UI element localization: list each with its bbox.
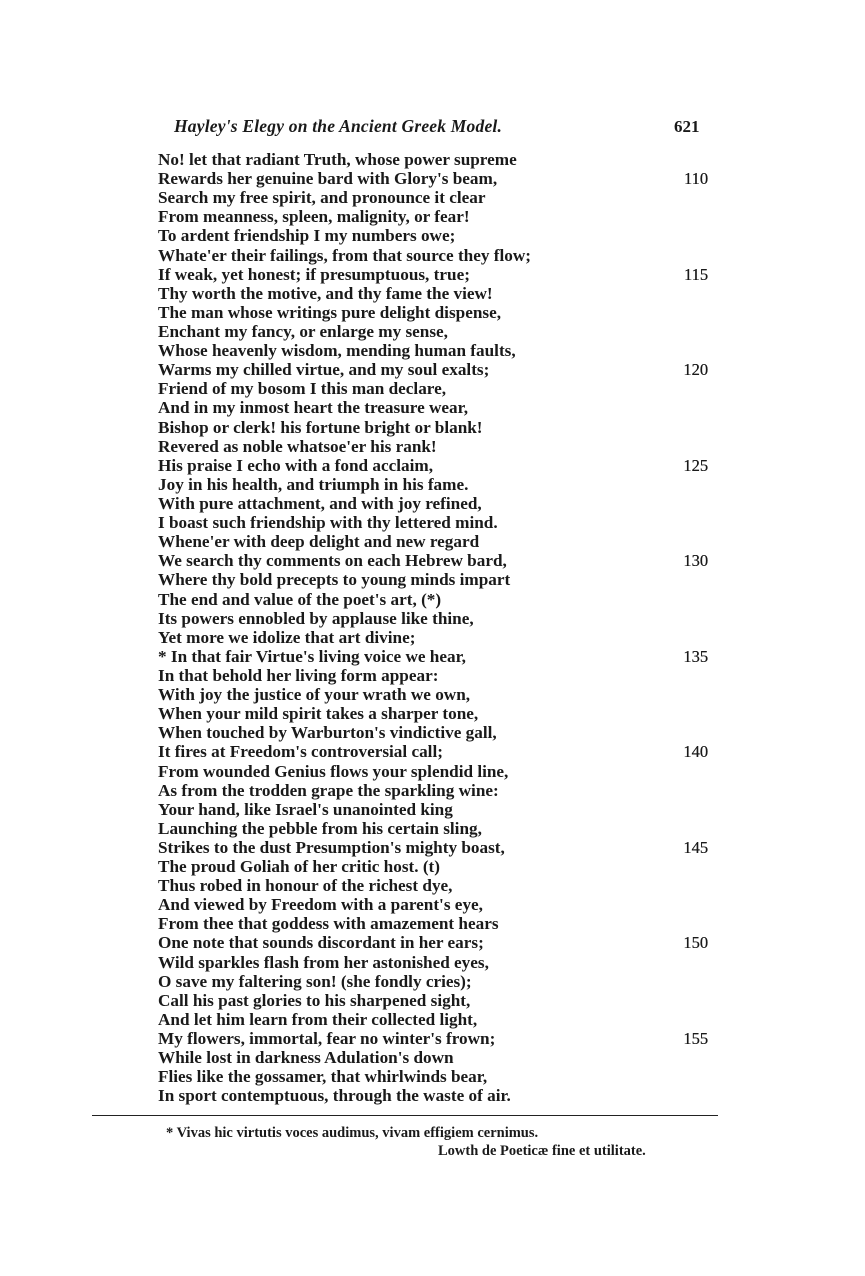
verse-line [158,265,718,284]
verse-line-text: Yet more we idolize that art divine; [158,627,416,647]
verse-line [158,398,718,417]
verse-line-text: In that behold her living form appear: [158,665,439,685]
verse-line-text: I boast such friendship with thy lettered mind. [158,513,498,533]
verse-line [158,933,718,952]
verse-line [158,284,718,303]
verse-line-text: Whose heavenly wisdom, mending human faults, [158,341,516,361]
verse-line-text: Whene'er with deep delight and new regard [158,532,480,552]
verse-line-text: Your hand, like Israel's unanointed king [158,799,453,819]
verse-line [158,895,718,914]
line-number: 125 [683,455,708,475]
verse-line-text: We search thy comments on each Hebrew bard, [158,551,507,571]
verse-line-text: From thee that goddess with amazement hears [158,914,499,934]
footnote-source: Lowth de Poeticæ fine et utilitate. [438,1143,646,1159]
verse-line [158,226,718,245]
verse-line-text: In sport contemptuous, through the waste of air. [158,1086,511,1106]
verse-line-text: When your mild spirit takes a sharper tone, [158,704,479,724]
verse-line [158,1067,718,1086]
verse-line-text: Thus robed in honour of the richest dye, [158,876,453,896]
running-title: Hayley's Elegy on the Ancient Greek Model. [174,116,503,136]
verse-line [158,494,718,513]
verse-line [158,991,718,1010]
verse-line [158,322,718,341]
verse-line [158,762,718,781]
verse-block [158,150,718,1105]
verse-line [158,513,718,532]
verse-line-text: My flowers, immortal, fear no winter's frown; [158,1029,496,1049]
verse-line [158,437,718,456]
verse-line [158,647,718,666]
verse-line [158,360,718,379]
line-number: 155 [683,1029,708,1049]
verse-line [158,532,718,551]
line-number: 140 [683,742,708,762]
verse-line-text: As from the trodden grape the sparkling wine: [158,780,499,800]
verse-line-text: Rewards her genuine bard with Glory's beam, [158,169,498,189]
verse-line [158,246,718,265]
verse-line-text: No! let that radiant Truth, whose power supreme [158,150,517,169]
line-number: 130 [683,551,708,571]
verse-line [158,150,718,169]
verse-line [158,303,718,322]
verse-line [158,1086,718,1105]
verse-line-text: While lost in darkness Adulation's down [158,1048,454,1068]
verse-line [158,628,718,647]
verse-line [158,551,718,570]
line-number: 145 [683,837,708,857]
verse-line-text: One note that sounds discordant in her ears; [158,933,484,953]
verse-line-text: If weak, yet honest; if presumptuous, true; [158,264,470,284]
verse-line-text: From meanness, spleen, malignity, or fear! [158,207,470,227]
verse-line [158,188,718,207]
verse-line [158,590,718,609]
verse-line-text: Flies like the gossamer, that whirlwinds bear, [158,1067,488,1087]
verse-line [158,953,718,972]
verse-line [158,207,718,226]
line-number: 150 [683,933,708,953]
verse-line-text: Whate'er their failings, from that source they flow; [158,245,531,265]
verse-line [158,169,718,188]
verse-line [158,341,718,360]
verse-line-text: To ardent friendship I my numbers owe; [158,226,456,246]
verse-line [158,704,718,723]
verse-line [158,666,718,685]
verse-line-text: Warms my chilled virtue, and my soul exalts; [158,360,490,380]
verse-line [158,1048,718,1067]
verse-line-text: And viewed by Freedom with a parent's eye, [158,895,483,915]
verse-line [158,379,718,398]
running-head [0,116,865,140]
verse-line-text: Launching the pebble from his certain sling, [158,818,482,838]
line-number: 110 [683,169,708,189]
verse-line-text: With joy the justice of your wrath we own, [158,685,471,705]
footnote-divider [92,1115,718,1116]
verse-line [158,609,718,628]
verse-line [158,418,718,437]
verse-line [158,1010,718,1029]
verse-line [158,972,718,991]
verse-line-text: And let him learn from their collected light, [158,1009,478,1029]
verse-line [158,570,718,589]
verse-line-text: Bishop or clerk! his fortune bright or blank! [158,417,483,437]
verse-line-text: Where thy bold precepts to young minds impart [158,570,511,590]
verse-line [158,723,718,742]
page-number: 621 [674,117,700,136]
verse-line-text: With pure attachment, and with joy refined, [158,493,482,513]
verse-line-text: Search my free spirit, and pronounce it clear [158,188,486,208]
verse-line-text: And in my inmost heart the treasure wear, [158,398,468,418]
verse-line [158,876,718,895]
verse-line [158,800,718,819]
verse-line [158,781,718,800]
verse-line [158,685,718,704]
verse-line-text: From wounded Genius flows your splendid line, [158,761,509,781]
verse-line-text: O save my faltering son! (she fondly cries); [158,971,472,991]
verse-line-text: It fires at Freedom's controversial call; [158,742,443,762]
line-number: 115 [683,264,708,284]
verse-line-text: The proud Goliah of her critic host. (t) [158,857,440,877]
footnote-text: * Vivas hic virtutis voces audimus, vivam effigiem cernimus. [166,1125,539,1141]
verse-line-text: Call his past glories to his sharpened sight, [158,990,471,1010]
verse-line-text: The end and value of the poet's art, (*) [158,589,442,609]
line-number: 120 [683,360,708,380]
verse-line-text: * In that fair Virtue's living voice we hear, [158,646,466,666]
verse-line-text: The man whose writings pure delight dispense, [158,302,502,322]
verse-line-text: Its powers ennobled by applause like thine, [158,608,474,628]
verse-line [158,742,718,761]
verse-line [158,857,718,876]
verse-line [158,456,718,475]
verse-line [158,475,718,494]
verse-line-text: His praise I echo with a fond acclaim, [158,455,433,475]
verse-line-text: When touched by Warburton's vindictive gall, [158,723,497,743]
line-number: 135 [683,646,708,666]
verse-line-text: Revered as noble whatsoe'er his rank! [158,436,437,456]
verse-line [158,838,718,857]
verse-line [158,914,718,933]
verse-line [158,819,718,838]
verse-line-text: Enchant my fancy, or enlarge my sense, [158,321,448,341]
verse-line-text: Wild sparkles flash from her astonished eyes, [158,952,489,972]
verse-line [158,1029,718,1048]
verse-line-text: Strikes to the dust Presumption's mighty boast, [158,837,505,857]
verse-line-text: Thy worth the motive, and thy fame the view! [158,283,493,303]
verse-line-text: Joy in his health, and triumph in his fame. [158,474,469,494]
verse-line-text: Friend of my bosom I this man declare, [158,379,447,399]
